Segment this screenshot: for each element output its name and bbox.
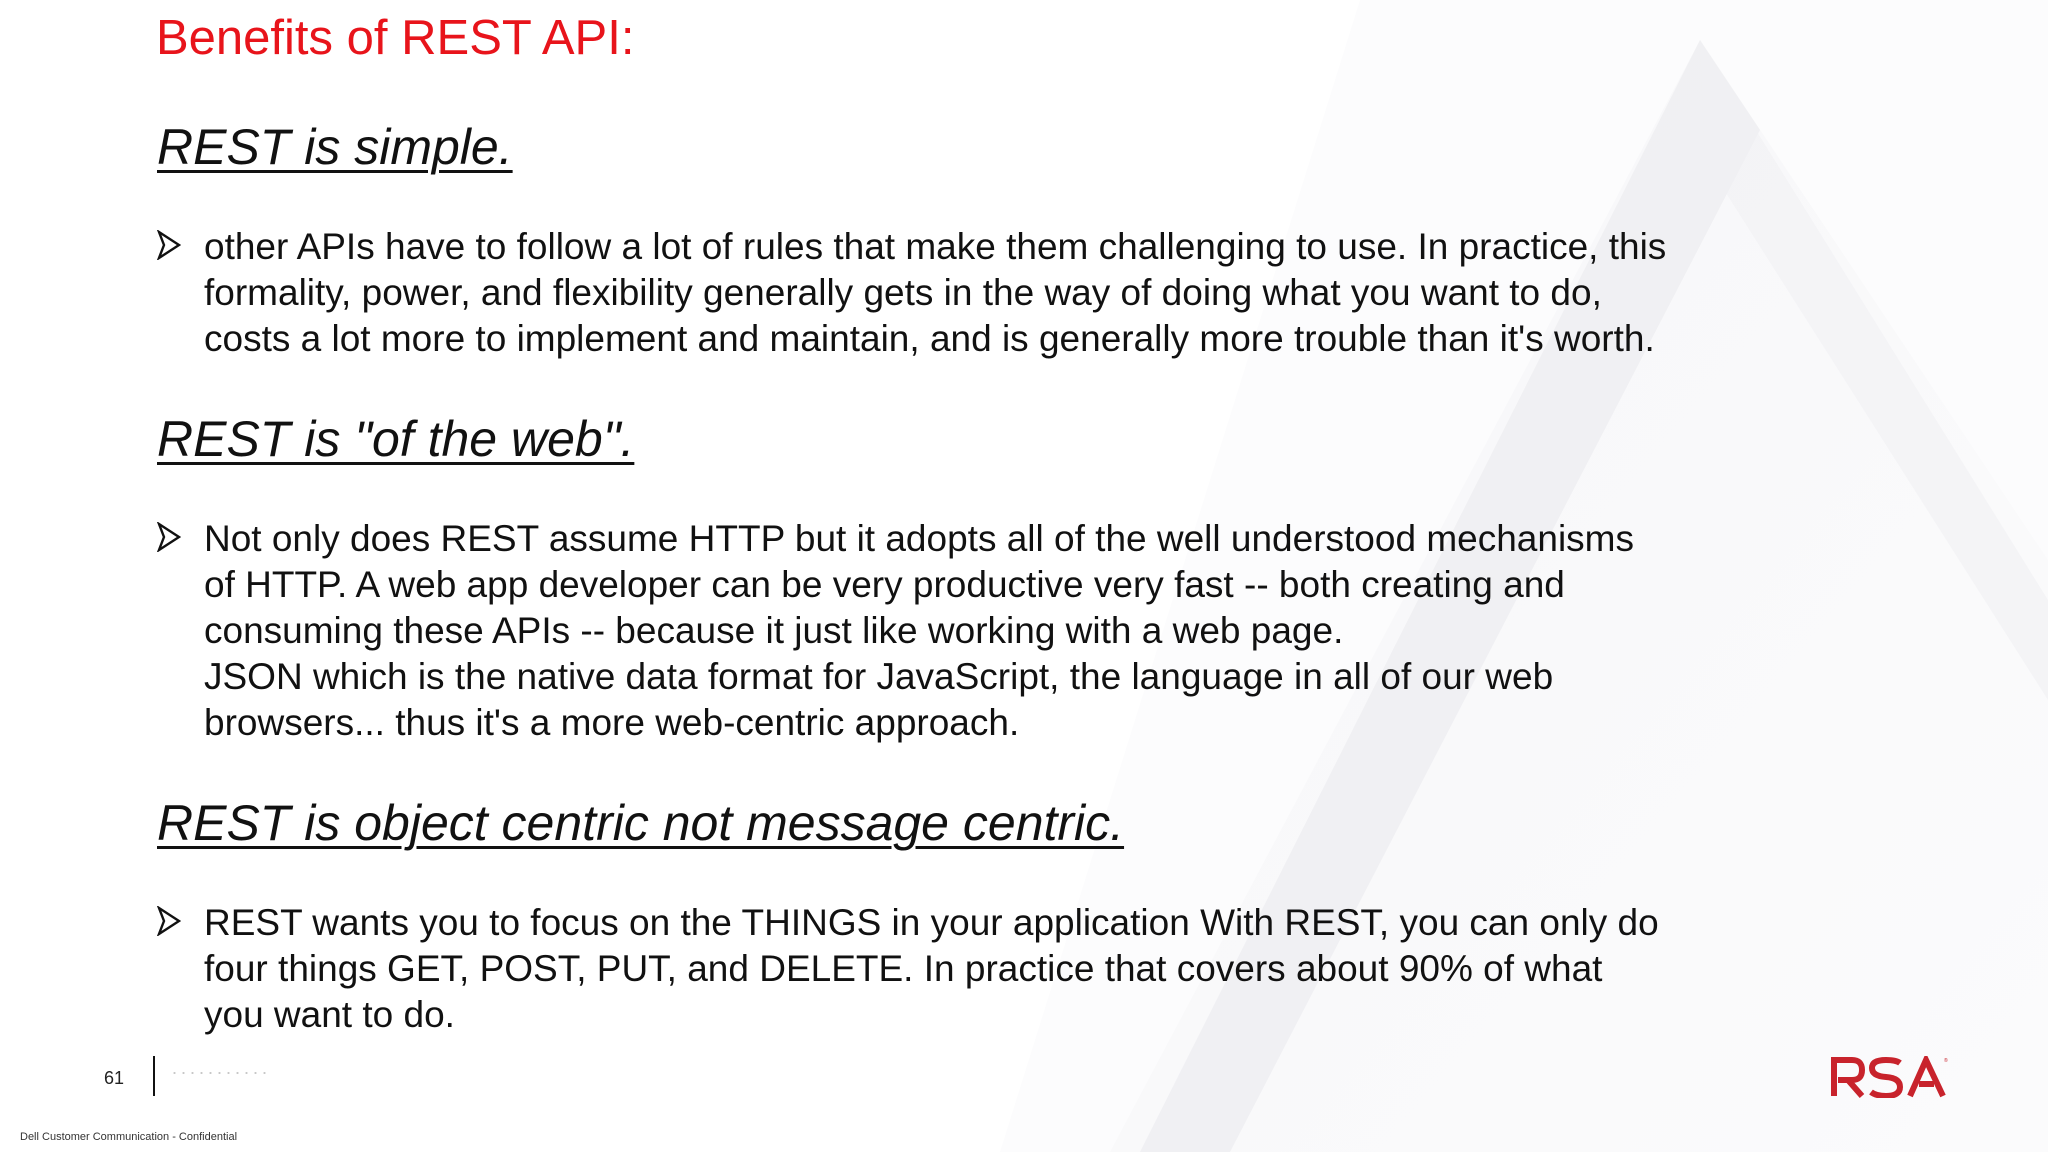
arrowhead-bullet-icon	[157, 230, 181, 260]
arrowhead-bullet-icon	[157, 906, 181, 936]
bullet-line: Not only does REST assume HTTP but it adopts all of the well understood mechanisms	[204, 518, 1634, 559]
footer-dotted-line	[170, 1072, 270, 1074]
footer-divider	[153, 1056, 155, 1096]
bullet-line: four things GET, POST, PUT, and DELETE. In practice that covers about 90% of what	[204, 948, 1603, 989]
section-heading-rest-simple: REST is simple.	[157, 119, 513, 175]
section-heading-rest-object-centric: REST is object centric not message centric.	[157, 795, 1125, 851]
page-number: 61	[104, 1068, 125, 1088]
bullet-line: costs a lot more to implement and maintain, and is generally more trouble than it's worth.	[204, 318, 1655, 359]
bullet-line: you want to do.	[204, 994, 455, 1035]
bullet-text	[204, 224, 1764, 362]
svg-text:®: ®	[1944, 1058, 1948, 1064]
bullet-text	[204, 516, 1764, 746]
arrowhead-bullet-icon	[157, 522, 181, 552]
bullet-line: JSON which is the native data format for JavaScript, the language in all of our web	[204, 656, 1554, 697]
rsa-logo	[1830, 1056, 1948, 1098]
bullet-line: of HTTP. A web app developer can be very productive very fast -- both creating and	[204, 564, 1565, 605]
section-heading-rest-of-the-web: REST is "of the web".	[157, 411, 635, 467]
bullet-line: REST wants you to focus on the THINGS in your application With REST, you can only do	[204, 902, 1659, 943]
bullet-line: browsers... thus it's a more web-centric approach.	[204, 702, 1020, 743]
bullet-text	[204, 900, 1764, 1038]
bullet-line: formality, power, and flexibility generally gets in the way of doing what you want to do,	[204, 272, 1602, 313]
confidentiality-notice: Dell Customer Communication - Confidential	[20, 1131, 238, 1143]
bullet-line: consuming these APIs -- because it just like working with a web page.	[204, 610, 1344, 651]
bullet-line: other APIs have to follow a lot of rules that make them challenging to use. In practice, this	[204, 226, 1667, 267]
slide-title: Benefits of REST API:	[156, 11, 635, 65]
